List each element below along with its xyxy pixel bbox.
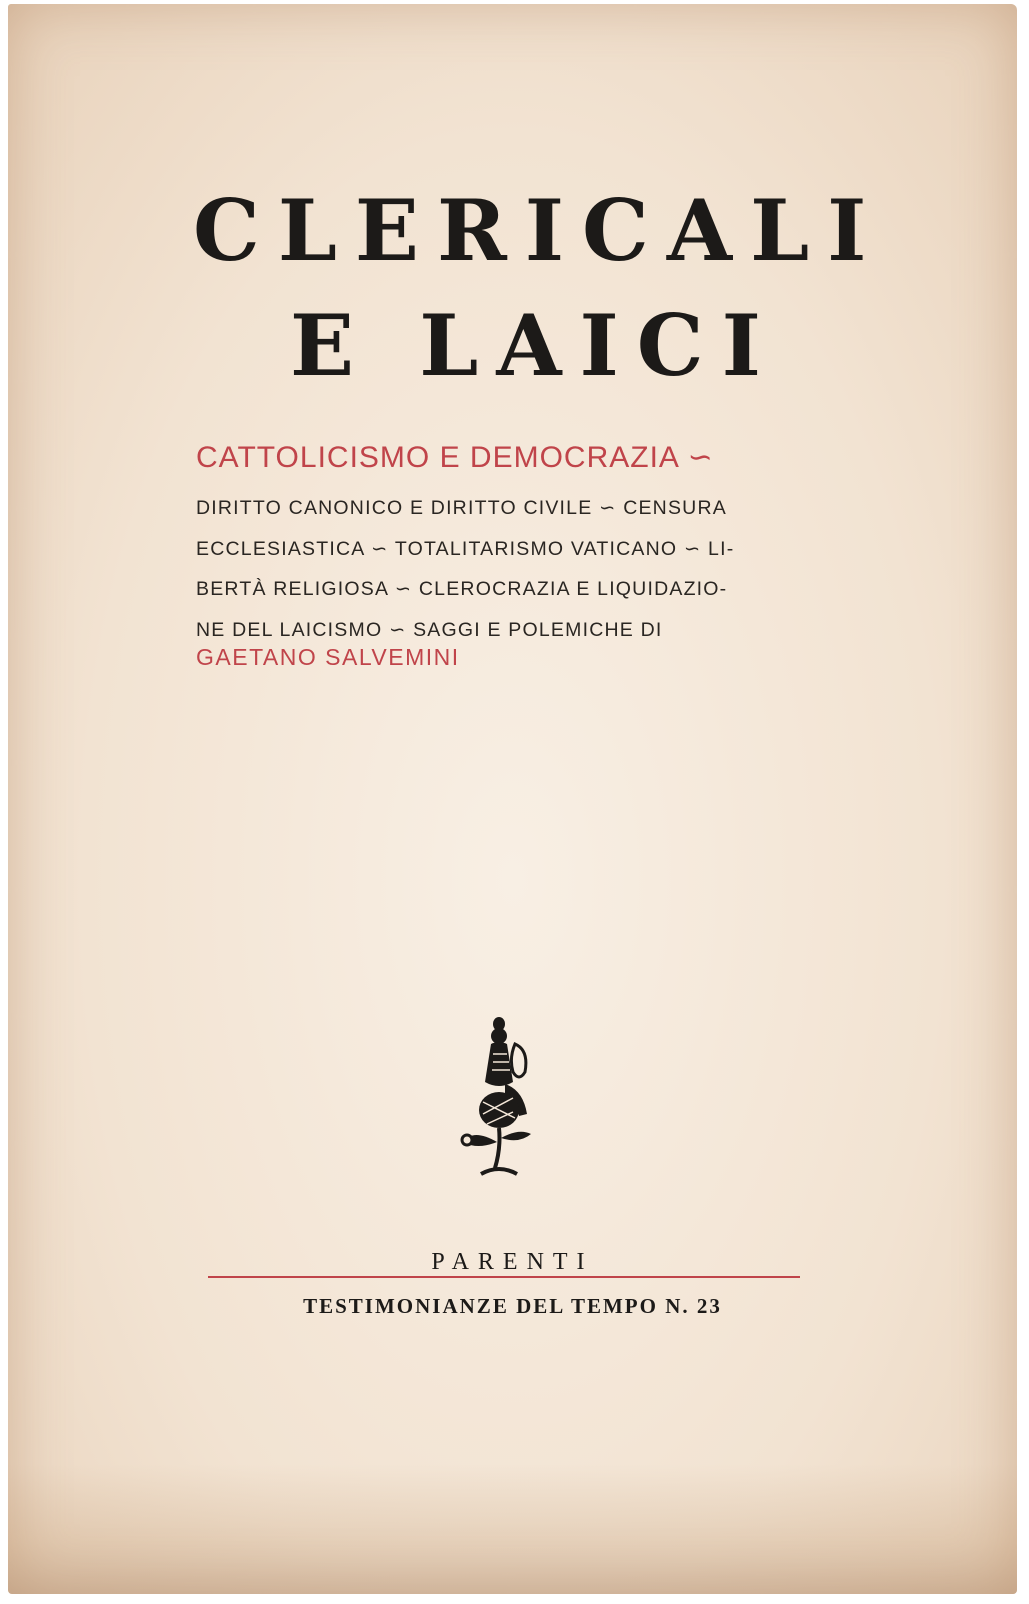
contents-line: DIRITTO CANONICO E DIRITTO CIVILE ∽ CENSURA — [196, 497, 727, 519]
contents-line: NE DEL LAICISMO ∽ SAGGI E POLEMICHE DI — [196, 618, 663, 641]
author-name: GAETANO SALVEMINI — [196, 644, 460, 670]
publisher-logo-icon — [453, 1014, 553, 1179]
publisher-name: PARENTI — [431, 1249, 594, 1275]
title-line-1: CLERICALI — [193, 181, 885, 280]
contents-description — [196, 488, 836, 650]
series-title: TESTIMONIANZE DEL TEMPO N. 23 — [303, 1294, 722, 1318]
title-line-2: E LAICI — [290, 296, 779, 395]
red-rule-divider — [208, 1276, 800, 1278]
book-cover — [8, 4, 1017, 1594]
contents-line: ECCLESIASTICA ∽ TOTALITARISMO VATICANO ∽ LI- — [196, 537, 735, 560]
subtitle: CATTOLICISMO E DEMOCRAZIA ∽ — [196, 441, 714, 474]
contents-line: BERTÀ RELIGIOSA ∽ CLEROCRAZIA E LIQUIDAZIO- — [196, 578, 728, 600]
